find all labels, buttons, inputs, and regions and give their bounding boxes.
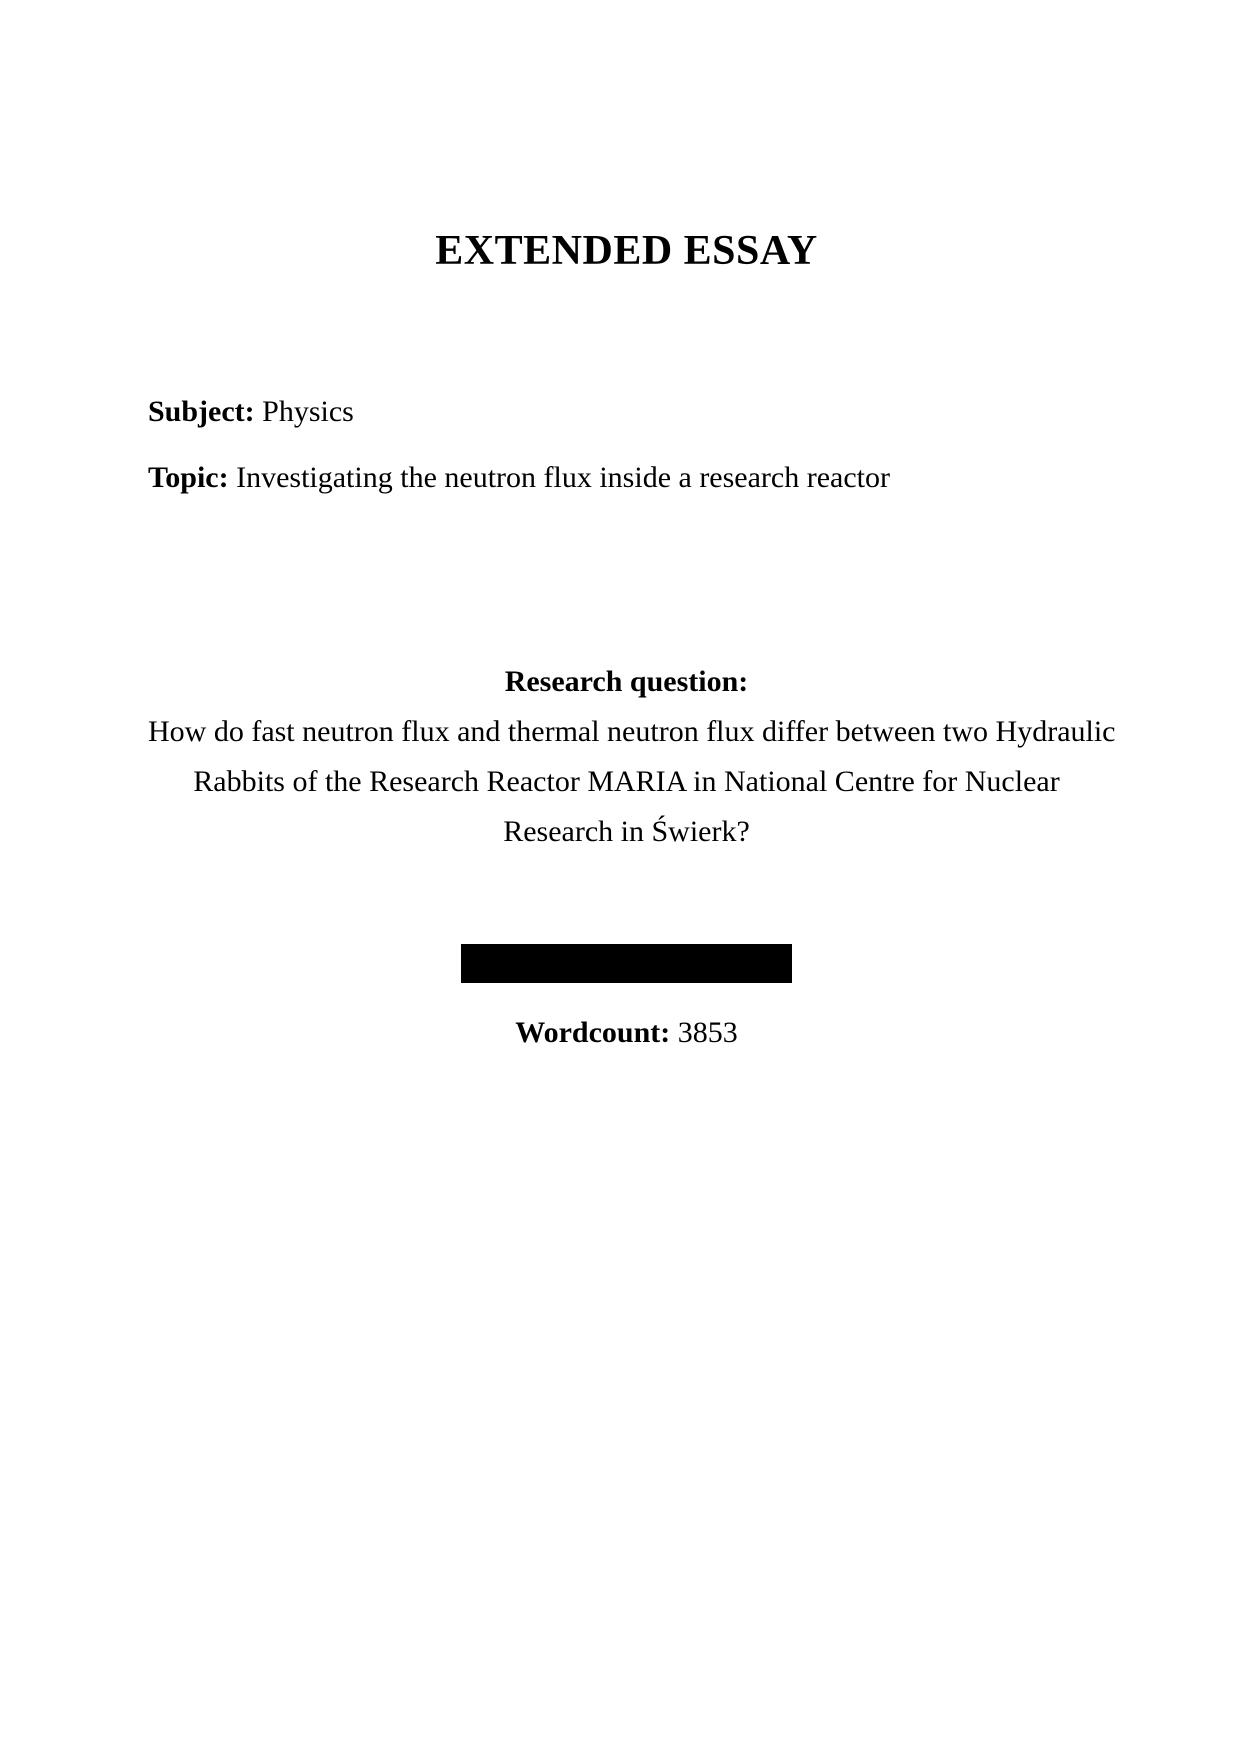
topic-value: Investigating the neutron flux inside a research reactor [236, 461, 890, 494]
wordcount-value: 3853 [677, 1016, 738, 1049]
research-question-block [148, 657, 1116, 857]
subject-line [148, 395, 1105, 429]
page-title: EXTENDED ESSAY [435, 228, 818, 274]
topic-label: Topic: [148, 461, 229, 494]
subject-value: Physics [262, 395, 354, 428]
redaction-bar [461, 944, 792, 983]
wordcount-line [148, 1008, 1105, 1058]
wordcount-label: Wordcount: [515, 1016, 671, 1049]
subject-label: Subject: [148, 395, 255, 428]
topic-line [148, 461, 1105, 495]
research-question-heading: Research question: [504, 665, 749, 698]
research-question-line: Research in Świerk? [503, 815, 750, 848]
research-question-line: How do fast neutron flux and thermal neutron flux differ between two Hydraulic [148, 715, 1116, 748]
research-question-line: Rabbits of the Research Reactor MARIA in National Centre for Nuclear [193, 765, 1060, 798]
